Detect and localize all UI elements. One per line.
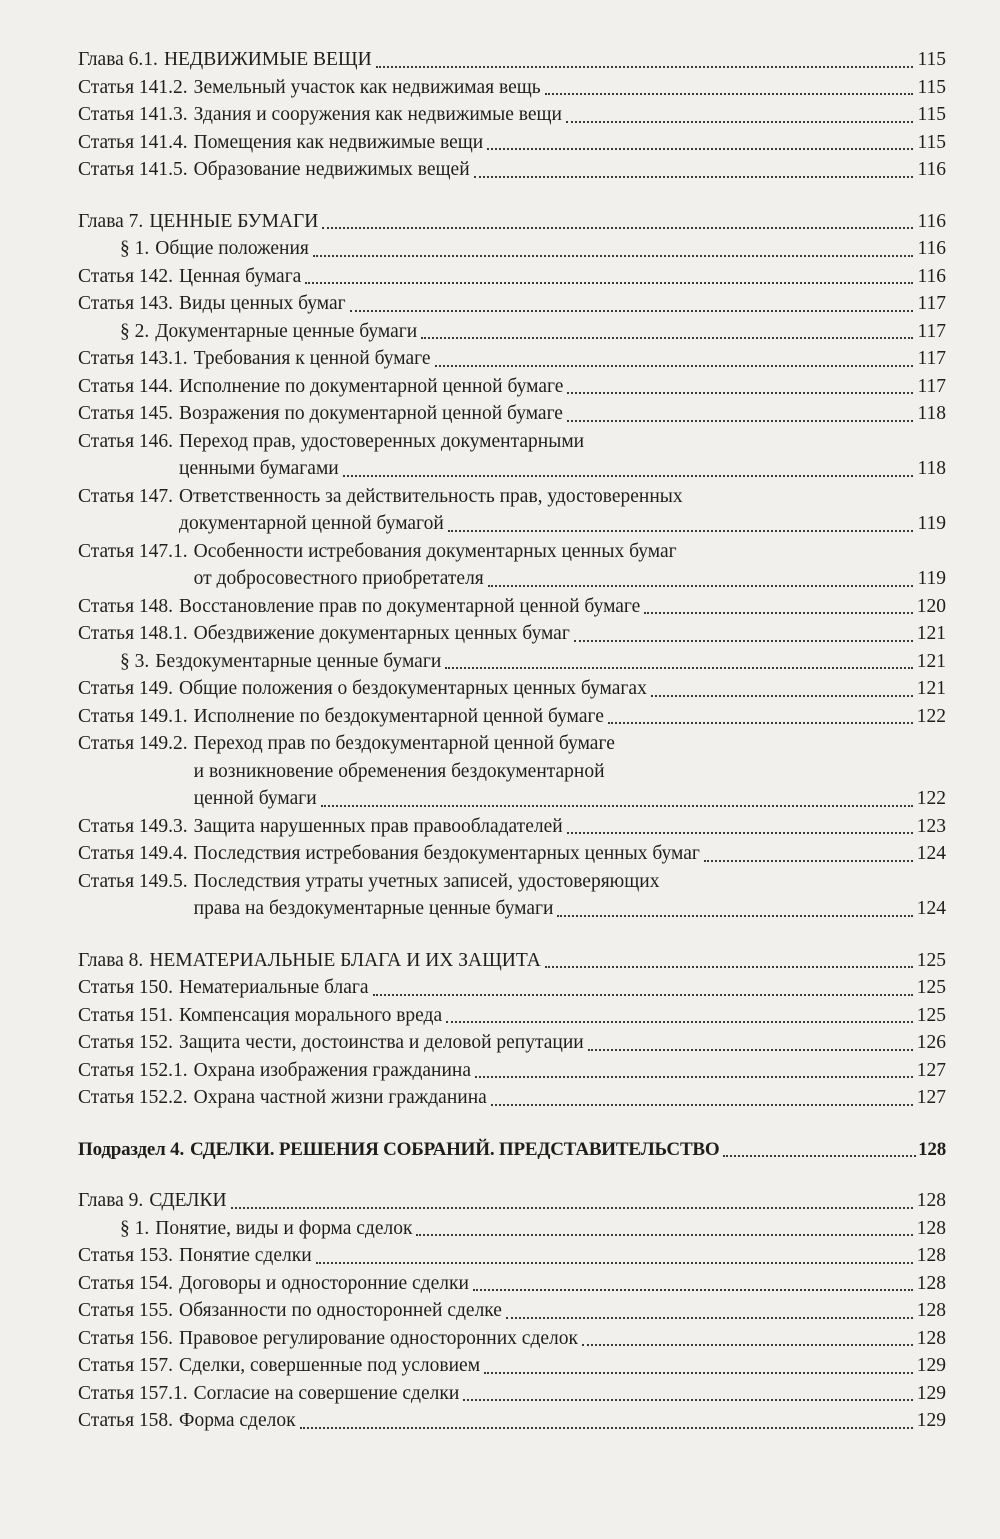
toc-entry-head [78,1270,469,1298]
toc-entry-head [78,974,369,1002]
toc-entry-head [78,400,563,428]
toc-entry-page: 123 [916,815,946,837]
toc-entry-label: Статья 147.1. [78,540,188,562]
toc-entry-title: Виды ценных бумаг [179,293,346,314]
toc-entry-article[interactable] [78,974,946,1002]
toc-entry-page: 129 [916,1410,946,1431]
toc-entry-title: Обязанности по односторонней сделке [179,1300,502,1321]
toc-entry-title-line: документарной ценной бумагой [179,513,444,534]
dot-leader [506,1307,913,1319]
toc-entry-page: 115 [917,131,946,153]
dot-leader [474,166,914,178]
toc-entry-label: Статья 148.1. [78,623,188,644]
toc-entry-title: Форма сделок [179,1410,296,1431]
toc-entry-label: § 1. [120,238,150,259]
toc-entry-page: 115 [917,104,946,125]
toc-entry-page: 116 [917,159,946,180]
toc-entry-label: Статья 157.1. [78,1382,188,1404]
dot-leader [446,1011,913,1023]
toc-entry-title: Документарные ценные бумаги [155,320,418,342]
toc-entry-title: СДЕЛКИ [149,1190,227,1211]
toc-entry-page: 121 [916,650,946,672]
toc-entry-page: 122 [916,705,946,727]
toc-entry-line [78,730,946,758]
toc-entry-head [78,1084,487,1112]
toc-entry-title: Ценная бумага [179,265,302,287]
toc-entry-last-line [78,510,946,538]
dot-leader [566,111,914,123]
toc-entry-article[interactable] [78,1407,946,1435]
dot-leader [567,410,914,422]
toc-entry-section[interactable] [78,235,946,263]
toc-entry-head [78,46,372,74]
toc-entry-title: Договоры и односторонние сделки [179,1272,469,1294]
toc-entry-article[interactable] [78,1352,946,1380]
table-of-contents [78,46,946,1435]
toc-entry-label: Статья 141.3. [78,104,188,125]
toc-entry-head [78,648,441,676]
toc-entry-section[interactable] [78,1215,946,1243]
toc-entry-title: ЦЕННЫЕ БУМАГИ [149,210,319,232]
toc-entry-last-line [78,895,946,923]
toc-entry-head [78,208,318,236]
toc-group [78,208,946,923]
toc-entry-title: НЕМАТЕРИАЛЬНЫЕ БЛАГА И ИХ ЗАЩИТА [149,949,541,971]
group-spacer [78,1112,946,1136]
toc-entry-head [78,1325,578,1353]
dot-leader [545,956,913,968]
toc-entry-page: 128 [918,1138,946,1160]
toc-entry-head [78,1407,296,1435]
dot-leader [608,712,913,724]
dot-leader [448,520,914,532]
toc-entry-head [78,1029,584,1057]
dot-leader [484,1362,913,1374]
toc-entry-title: Требования к ценной бумаге [193,348,431,369]
toc-entry-title-line: ценными бумагами [179,458,339,479]
toc-entry-label: Статья 150. [78,977,174,998]
toc-entry-title-line: ценной бумаги [193,788,317,809]
dot-leader [305,272,913,284]
toc-entry-head [78,1136,719,1164]
toc-entry-head [78,345,431,373]
toc-entry-page: 118 [917,458,946,479]
toc-entry-page: 118 [917,403,946,424]
toc-entry-label: Глава 6.1. [78,49,158,70]
toc-entry-page: 116 [917,210,946,232]
toc-entry-label: Статья 147. [78,485,174,507]
toc-entry-head [78,1002,442,1030]
toc-entry-article[interactable] [78,620,946,648]
toc-entry-head [78,101,562,129]
toc-entry-page: 124 [916,843,946,864]
toc-entry-title: Земельный участок как недвижимая вещь [193,76,541,98]
toc-entry-title: Понятие сделки [179,1245,312,1266]
toc-entry-title: Охрана изображения гражданина [193,1059,471,1081]
toc-entry-article[interactable] [78,373,946,401]
toc-entry-page: 117 [917,320,946,342]
toc-entry-page: 128 [916,1190,946,1211]
toc-entry-title: Помещения как недвижимые вещи [193,131,484,153]
dot-leader [582,1334,913,1346]
toc-entry-head [78,290,346,318]
toc-entry-label: Статья 141.4. [78,131,188,153]
toc-entry-title: Правовое регулирование односторонних сделок [179,1327,578,1349]
toc-entry-article[interactable] [78,400,946,428]
toc-entry-page: 127 [916,1087,946,1108]
toc-entry-title: СДЕЛКИ. РЕШЕНИЯ СОБРАНИЙ. ПРЕДСТАВИТЕЛЬСТВО [190,1138,720,1160]
toc-entry-chapter[interactable] [78,947,946,975]
toc-entry-article[interactable] [78,74,946,102]
toc-entry-head [78,947,541,975]
toc-entry-head [78,1057,471,1085]
toc-entry-page: 116 [917,265,946,287]
toc-entry-title: Сделки, совершенные под условием [179,1355,481,1376]
toc-entry-page: 127 [916,1059,946,1081]
toc-entry-title: Образование недвижимых вещей [193,159,470,180]
dot-leader [300,1417,913,1429]
toc-entry-title-line: от добросовестного приобретателя [193,568,484,589]
toc-entry-article[interactable] [78,1270,946,1298]
toc-entry-head [78,1352,480,1380]
dot-leader [567,382,913,394]
dot-leader [487,138,913,150]
toc-entry-label: Статья 149.4. [78,843,188,864]
toc-entry-page: 117 [917,293,946,314]
toc-entry-label: Статья 141.2. [78,76,188,98]
toc-entry-page: 117 [917,375,946,397]
dot-leader [416,1224,912,1236]
toc-entry-label: Статья 152.1. [78,1059,188,1081]
toc-entry-title: Защита чести, достоинства и деловой репутации [179,1032,584,1053]
toc-entry-title: Общие положения о бездокументарных ценных бумагах [179,678,647,699]
group-spacer [78,923,946,947]
dot-leader [488,575,914,587]
toc-entry-label: Статья 141.5. [78,159,188,180]
toc-entry-last-line [78,565,946,593]
dot-leader [723,1145,916,1157]
toc-entry-label: § 3. [120,650,150,672]
toc-entry-head [78,1215,412,1243]
toc-entry-label: § 2. [120,320,150,342]
toc-entry-last-line [78,455,946,483]
toc-entry-line [78,428,946,456]
toc-entry-label: § 1. [120,1217,150,1239]
toc-entry-page: 129 [916,1382,946,1404]
toc-entry-title: Исполнение по бездокументарной ценной бумаге [193,705,604,727]
toc-entry-head [78,840,700,868]
dot-leader [421,327,913,339]
toc-entry-title-line: права на бездокументарные ценные бумаги [193,898,554,919]
dot-leader [463,1389,912,1401]
toc-entry-label: Статья 157. [78,1355,174,1376]
toc-entry-line [78,758,946,786]
toc-entry-title: Обездвижение документарных ценных бумаг [193,623,570,644]
toc-entry-article[interactable] [78,1325,946,1353]
toc-entry-page: 128 [916,1272,946,1294]
toc-entry-title: Защита нарушенных прав правообладателей [193,815,563,837]
toc-entry-label: Статья 142. [78,265,174,287]
toc-entry-article[interactable] [78,1002,946,1030]
toc-entry-label: Статья 149.2. [78,733,188,754]
toc-entry-title: Общие положения [155,238,309,259]
toc-entry-head [78,813,563,841]
toc-entry-label: Статья 143. [78,293,174,314]
toc-entry-line [78,868,946,896]
toc-entry-article[interactable] [78,156,946,184]
toc-entry-article[interactable] [78,813,946,841]
toc-entry-label: Статья 149.3. [78,815,188,837]
dot-leader [557,905,912,917]
toc-entry-head [78,373,563,401]
toc-entry-line [78,538,946,566]
toc-entry-head [78,1187,227,1215]
dot-leader [373,984,913,996]
toc-entry-label: Статья 149.1. [78,705,188,727]
toc-entry-subdiv[interactable] [78,1136,946,1164]
toc-entry-chapter[interactable] [78,208,946,236]
toc-group [78,947,946,1112]
toc-entry-line [78,483,946,511]
toc-entry-title-line: Переход прав по бездокументарной ценной бумаге [193,733,615,754]
dot-leader [545,83,914,95]
toc-entry-article[interactable] [78,1242,946,1270]
dot-leader [644,602,912,614]
dot-leader [316,1252,913,1264]
toc-entry-chapter[interactable] [78,46,946,74]
dot-leader [435,355,914,367]
toc-entry-page: 115 [917,76,946,98]
toc-entry-article[interactable] [78,840,946,868]
toc-entry-page: 126 [916,1032,946,1053]
toc-entry-title: Нематериальные блага [179,977,369,998]
toc-entry-head [78,1242,312,1270]
toc-entry-page: 125 [916,977,946,998]
dot-leader [322,217,913,229]
toc-entry-title-line: и возникновение обременения бездокументарной [193,760,605,782]
toc-entry-head [78,156,470,184]
group-spacer [78,184,946,208]
toc-entry-page: 115 [917,49,946,70]
toc-entry-page: 125 [916,1004,946,1026]
toc-entry-head [78,318,417,346]
toc-entry-head [78,263,301,291]
toc-entry-article[interactable] [78,290,946,318]
toc-entry-title: Понятие, виды и форма сделок [155,1217,413,1239]
toc-entry-title: Восстановление прав по документарной ценной бумаге [179,595,641,617]
toc-entry-article[interactable] [78,345,946,373]
toc-entry-article[interactable] [78,129,946,157]
dot-leader [231,1197,913,1209]
toc-group [78,1136,946,1164]
toc-entry-head [78,703,604,731]
toc-entry-label: Статья 143.1. [78,348,188,369]
toc-entry-head [78,620,570,648]
toc-entry-article[interactable] [78,1380,946,1408]
toc-entry-title: Исполнение по документарной ценной бумаге [179,375,564,397]
toc-entry-label: Статья 148. [78,595,174,617]
toc-entry-label: Подраздел 4. [78,1138,185,1160]
toc-entry-head [78,1297,502,1325]
toc-entry-label: Статья 152. [78,1032,174,1053]
toc-entry-article[interactable] [78,1297,946,1325]
toc-entry-label: Статья 146. [78,430,174,452]
toc-entry-page: 119 [917,568,946,589]
toc-entry-title: Здания и сооружения как недвижимые вещи [193,104,562,125]
toc-entry-title: Бездокументарные ценные бумаги [155,650,442,672]
toc-entry-title: Компенсация морального вреда [179,1004,443,1026]
toc-entry-label: Статья 151. [78,1004,174,1026]
toc-entry-label: Статья 152.2. [78,1087,188,1108]
toc-entry-section[interactable] [78,648,946,676]
toc-entry-page: 129 [916,1355,946,1376]
toc-entry-label: Глава 7. [78,210,144,232]
toc-entry-page: 116 [917,238,946,259]
toc-entry-multiline[interactable] [78,538,946,593]
toc-entry-label: Статья 158. [78,1410,174,1431]
toc-entry-head [78,1380,459,1408]
dot-leader [475,1066,913,1078]
toc-entry-article[interactable] [78,263,946,291]
toc-entry-label: Глава 8. [78,949,144,971]
toc-entry-multiline[interactable] [78,868,946,923]
toc-group [78,46,946,184]
toc-entry-section[interactable] [78,318,946,346]
toc-entry-article[interactable] [78,1084,946,1112]
dot-leader [376,56,914,68]
toc-entry-label: Статья 156. [78,1327,174,1349]
toc-entry-title-line: Особенности истребования документарных ценных бумаг [193,540,677,562]
toc-entry-title: Последствия истребования бездокументарных ценных бумаг [193,843,700,864]
dot-leader [350,300,914,312]
toc-entry-page: 124 [916,898,946,919]
toc-entry-label: Статья 145. [78,403,174,424]
toc-entry-label: Статья 153. [78,1245,174,1266]
toc-entry-label: Статья 149. [78,678,174,699]
toc-entry-label: Глава 9. [78,1190,144,1211]
toc-entry-page: 117 [917,348,946,369]
dot-leader [491,1094,913,1106]
toc-entry-multiline[interactable] [78,428,946,483]
toc-entry-title: НЕДВИЖИМЫЕ ВЕЩИ [163,49,372,70]
toc-entry-title-line: Переход прав, удостоверенных документарными [179,430,585,452]
dot-leader [313,245,914,257]
dot-leader [321,795,913,807]
group-spacer [78,1163,946,1187]
toc-entry-article[interactable] [78,675,946,703]
dot-leader [343,465,914,477]
dot-leader [473,1279,913,1291]
toc-entry-multiline[interactable] [78,483,946,538]
toc-entry-article[interactable] [78,703,946,731]
toc-entry-title-line: Ответственность за действительность прав, удостоверенных [179,485,683,507]
toc-entry-multiline[interactable] [78,730,946,813]
toc-entry-article[interactable] [78,101,946,129]
dot-leader [704,850,913,862]
toc-entry-page: 128 [916,1300,946,1321]
toc-entry-label: Статья 154. [78,1272,174,1294]
toc-entry-title: Охрана частной жизни гражданина [193,1087,487,1108]
toc-entry-page: 119 [917,513,946,534]
toc-entry-article[interactable] [78,1029,946,1057]
toc-entry-page: 128 [916,1217,946,1239]
toc-entry-article[interactable] [78,593,946,621]
toc-entry-page: 128 [916,1327,946,1349]
toc-entry-page: 120 [916,595,946,617]
toc-entry-label: Статья 144. [78,375,174,397]
toc-entry-head [78,593,640,621]
toc-group [78,1187,946,1435]
dot-leader [445,657,912,669]
dot-leader [588,1039,913,1051]
toc-entry-title: Согласие на совершение сделки [193,1382,460,1404]
toc-entry-head [78,129,483,157]
toc-entry-page: 128 [916,1245,946,1266]
dot-leader [567,822,913,834]
toc-entry-page: 121 [916,623,946,644]
toc-entry-page: 122 [916,788,946,809]
toc-entry-head [78,675,647,703]
dot-leader [651,685,913,697]
toc-entry-page: 121 [916,678,946,699]
dot-leader [574,630,913,642]
toc-entry-label: Статья 149.5. [78,870,188,892]
toc-entry-head [78,235,309,263]
toc-entry-article[interactable] [78,1057,946,1085]
toc-entry-label: Статья 155. [78,1300,174,1321]
toc-entry-title: Возражения по документарной ценной бумаге [179,403,563,424]
toc-entry-title-line: Последствия утраты учетных записей, удостоверяющих [193,870,660,892]
toc-entry-page: 125 [916,949,946,971]
toc-entry-last-line [78,785,946,813]
toc-entry-head [78,74,541,102]
toc-entry-chapter[interactable] [78,1187,946,1215]
